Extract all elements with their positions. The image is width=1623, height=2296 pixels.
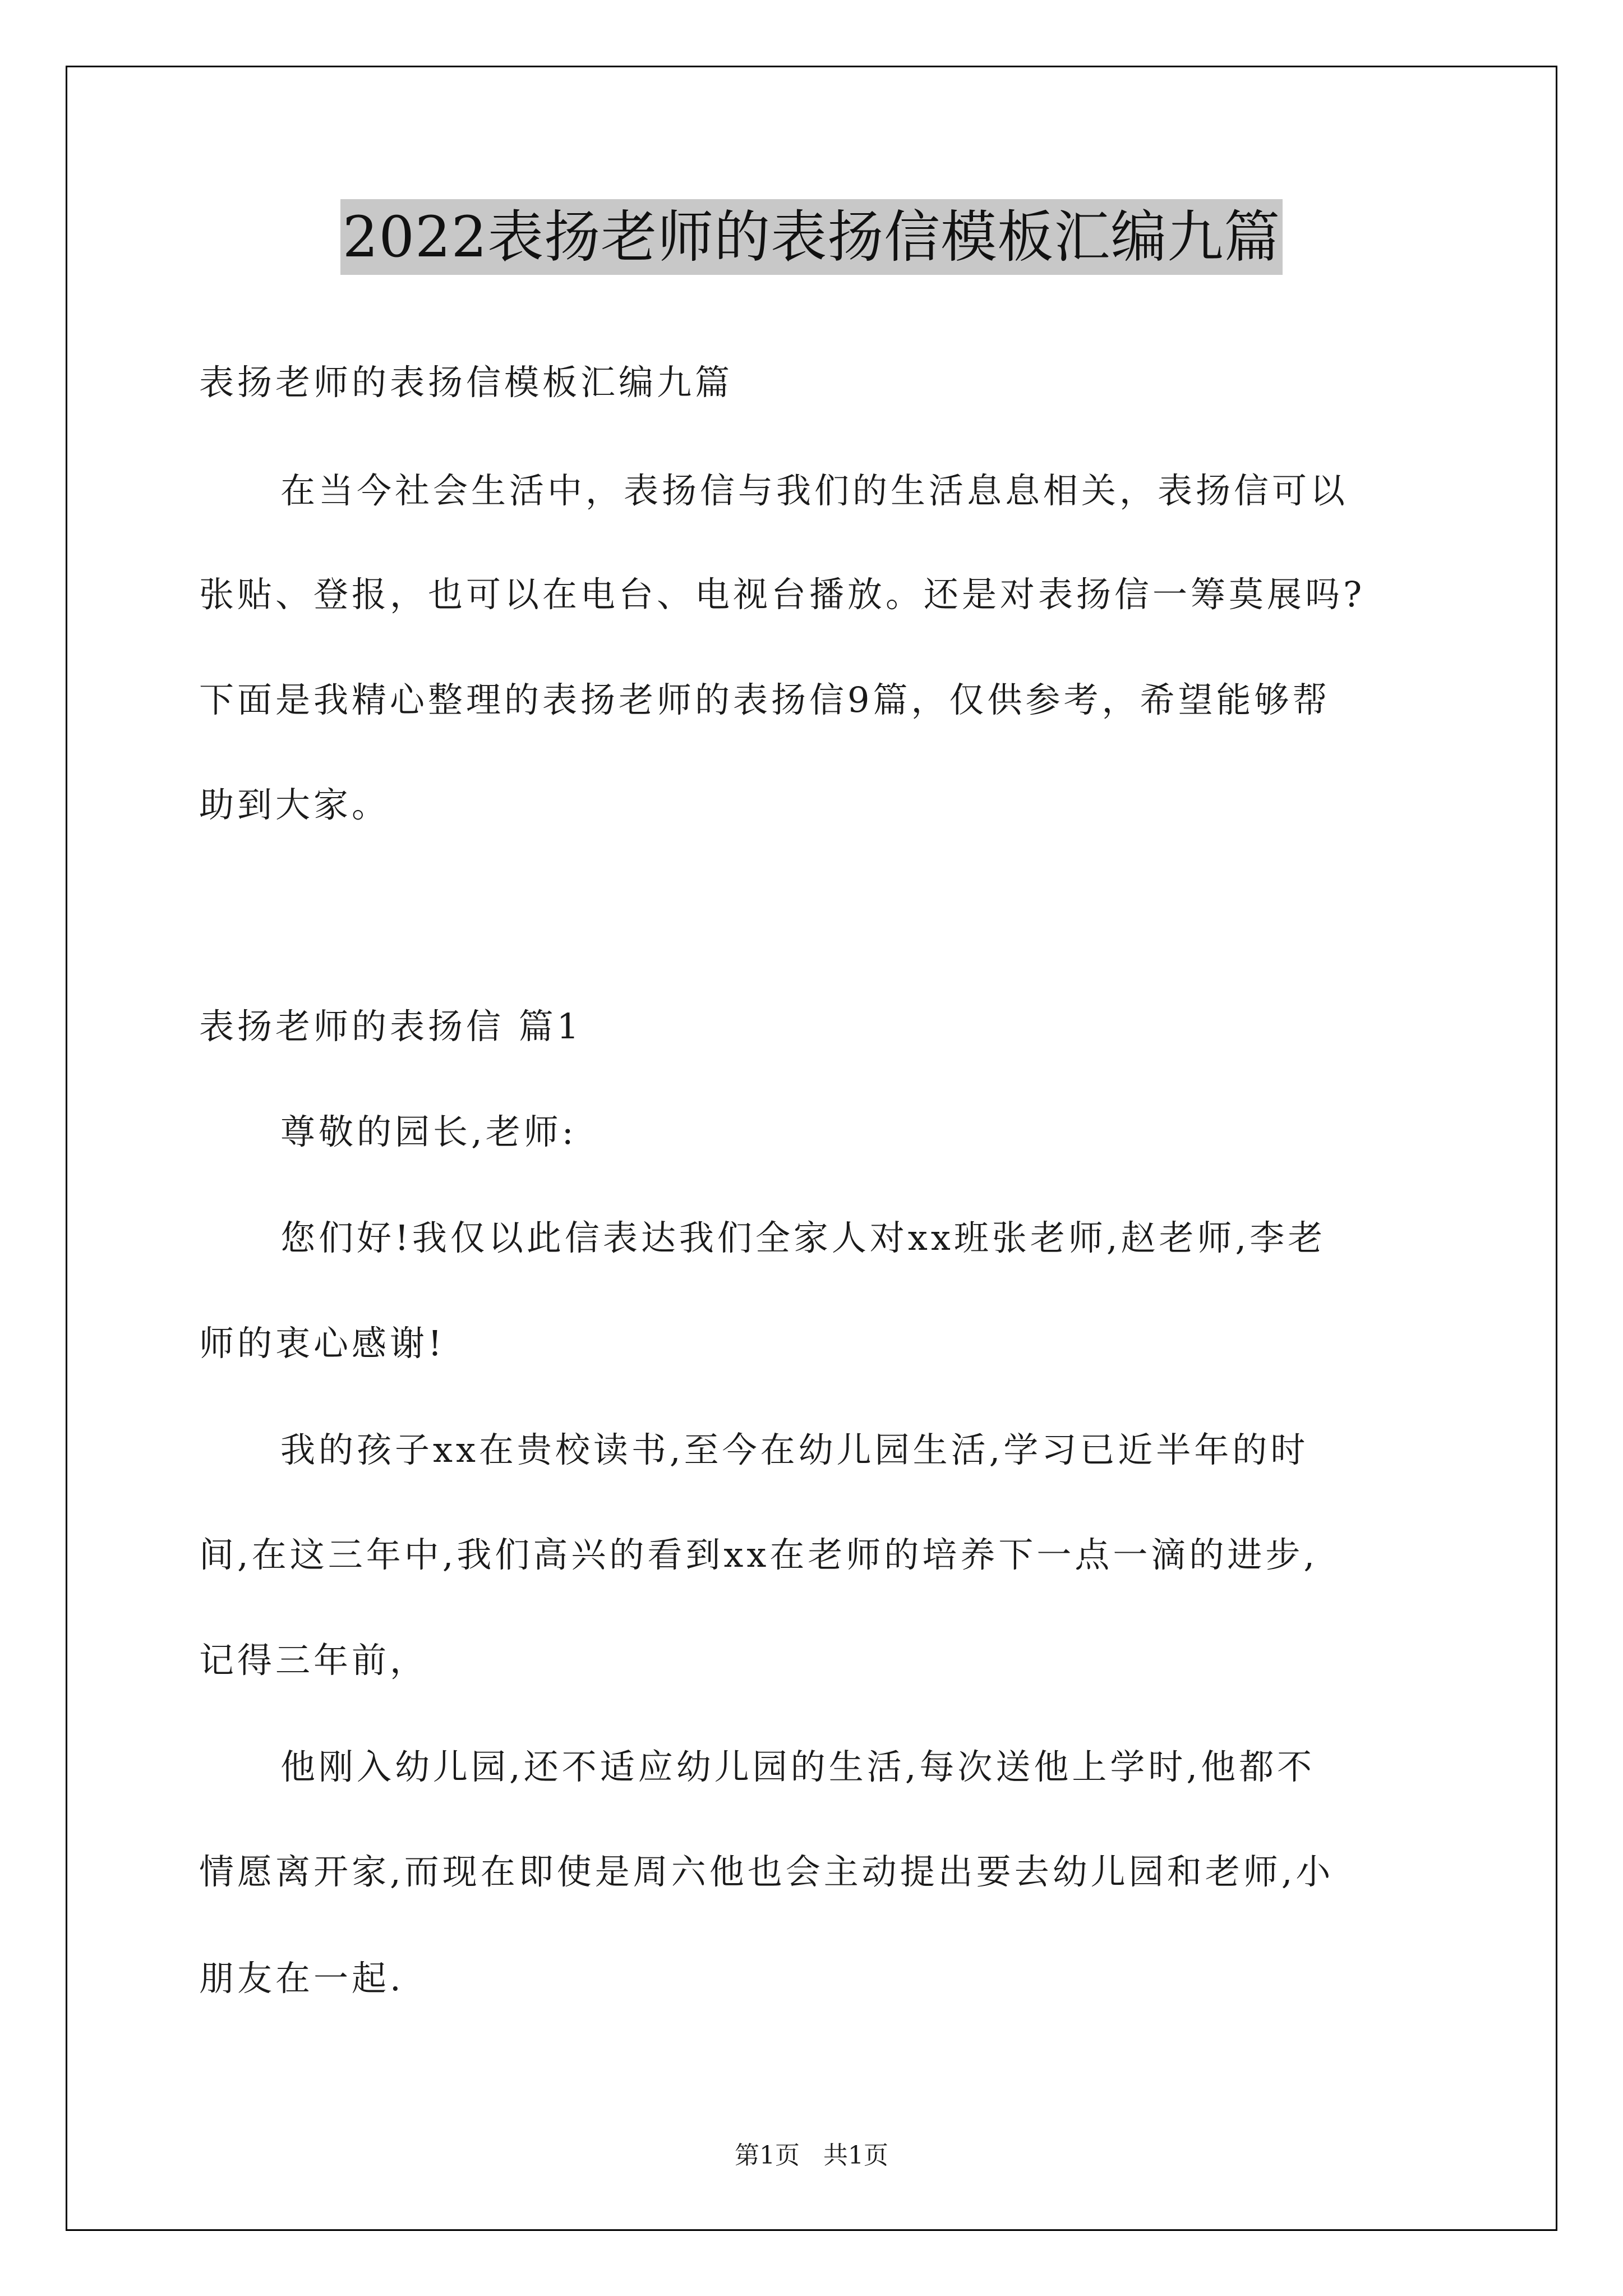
paragraph3-line-2: 情愿离开家,而现在即使是周六他也会主动提出要去幼儿园和老师,小 [199, 1851, 1334, 1892]
paragraph1-line-2: 师的衷心感谢! [199, 1323, 445, 1364]
document-subtitle: 表扬老师的表扬信模板汇编九篇 [199, 362, 734, 403]
section-heading: 表扬老师的表扬信 篇1 [199, 1006, 583, 1047]
page-footer: 第1页 共1页 [735, 2141, 888, 2170]
paragraph2-line-1: 我的孩子xx在贵校读书,至今在幼儿园生活,学习已近半年的时 [280, 1429, 1309, 1470]
intro-line-2: 张贴、登报，也可以在电台、电视台播放。还是对表扬信一筹莫展吗? [199, 574, 1366, 615]
paragraph2-line-2: 间,在这三年中,我们高兴的看到xx在老师的培养下一点一滴的进步, [199, 1534, 1318, 1575]
paragraph2-line-3: 记得三年前， [199, 1640, 428, 1681]
document-title: 2022表扬老师的表扬信模板汇编九篇 [340, 199, 1283, 275]
intro-line-4: 助到大家。 [199, 784, 390, 825]
title-container [0, 199, 1623, 275]
intro-line-3: 下面是我精心整理的表扬老师的表扬信9篇，仅供参考，希望能够帮 [199, 679, 1331, 720]
letter-salutation: 尊敬的园长,老师: [280, 1111, 577, 1152]
paragraph3-line-1: 他刚入幼儿园,还不适应幼儿园的生活,每次送他上学时,他都不 [280, 1746, 1316, 1787]
paragraph3-line-3: 朋友在一起. [199, 1958, 404, 1999]
intro-line-1: 在当今社会生活中，表扬信与我们的生活息息相关，表扬信可以 [280, 470, 1349, 511]
paragraph1-line-1: 您们好!我仅以此信表达我们全家人对xx班张老师,赵老师,李老 [280, 1217, 1326, 1258]
